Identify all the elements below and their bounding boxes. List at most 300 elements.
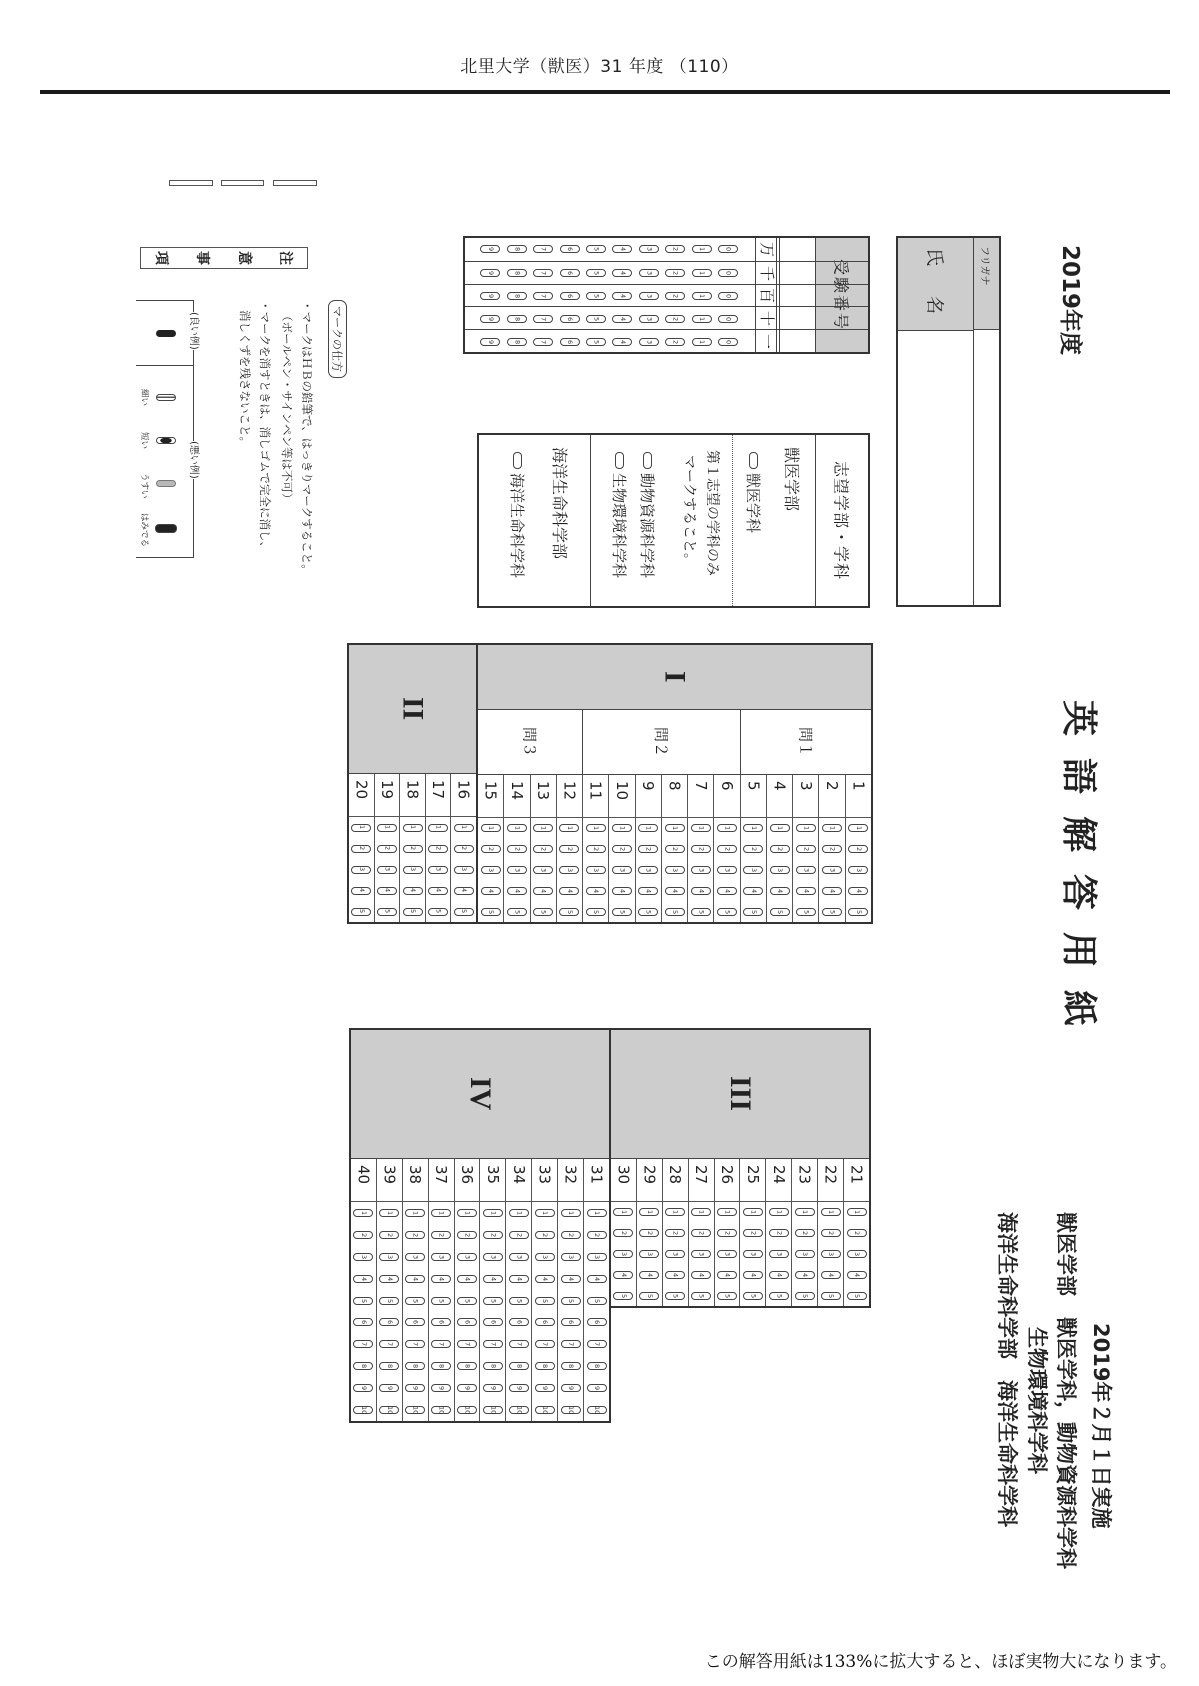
answer-bubble[interactable]: [431, 1297, 451, 1305]
answer-bubble[interactable]: [353, 1384, 373, 1392]
answer-bubble[interactable]: [691, 1208, 711, 1216]
exam-digit-bubble[interactable]: [507, 338, 527, 346]
answer-bubble[interactable]: [717, 1271, 737, 1279]
answer-bubble[interactable]: [405, 1406, 425, 1414]
answer-bubble[interactable]: [587, 1297, 607, 1305]
answer-bubble[interactable]: [821, 1271, 841, 1279]
answer-bubble[interactable]: [351, 887, 371, 895]
answer-bubble[interactable]: [535, 1275, 555, 1283]
answer-bubble[interactable]: [428, 908, 448, 916]
answer-bubble[interactable]: [483, 1253, 503, 1261]
answer-bubble[interactable]: [483, 1231, 503, 1239]
exam-digit-bubble[interactable]: [639, 315, 659, 323]
answer-bubble[interactable]: [847, 1229, 867, 1237]
exam-digit-bubble[interactable]: [718, 269, 738, 277]
answer-bubble[interactable]: [481, 908, 501, 916]
answer-bubble[interactable]: [717, 1250, 737, 1258]
answer-bubble[interactable]: [612, 824, 632, 832]
answer-bubble[interactable]: [638, 887, 658, 895]
answer-bubble[interactable]: [795, 1208, 815, 1216]
answer-bubble[interactable]: [454, 824, 474, 832]
answer-bubble[interactable]: [717, 866, 737, 874]
answer-bubble[interactable]: [509, 1318, 529, 1326]
answer-bubble[interactable]: [403, 824, 423, 832]
answer-bubble[interactable]: [639, 1229, 659, 1237]
answer-bubble[interactable]: [665, 866, 685, 874]
answer-bubble[interactable]: [377, 866, 397, 874]
exam-digit-bubble[interactable]: [507, 315, 527, 323]
answer-bubble[interactable]: [613, 1292, 633, 1300]
answer-bubble[interactable]: [377, 908, 397, 916]
answer-bubble[interactable]: [795, 1250, 815, 1258]
answer-bubble[interactable]: [454, 845, 474, 853]
exam-digit-bubble[interactable]: [639, 338, 659, 346]
exam-digit-bubble[interactable]: [639, 269, 659, 277]
answer-bubble[interactable]: [822, 887, 842, 895]
answer-bubble[interactable]: [507, 908, 527, 916]
answer-bubble[interactable]: [848, 908, 868, 916]
exam-digit-bubble[interactable]: [586, 315, 606, 323]
exam-digit-bubble[interactable]: [533, 338, 553, 346]
exam-digit-bubble[interactable]: [718, 292, 738, 300]
answer-bubble[interactable]: [454, 887, 474, 895]
option-vet-medicine[interactable]: [743, 452, 764, 533]
answer-bubble[interactable]: [717, 1229, 737, 1237]
exam-digit-bubble[interactable]: [560, 292, 580, 300]
answer-bubble[interactable]: [431, 1253, 451, 1261]
answer-bubble[interactable]: [769, 1250, 789, 1258]
answer-bubble[interactable]: [795, 1271, 815, 1279]
answer-bubble[interactable]: [769, 1271, 789, 1279]
exam-digit-bubble[interactable]: [507, 269, 527, 277]
exam-digit-bubble[interactable]: [480, 315, 500, 323]
answer-bubble[interactable]: [717, 845, 737, 853]
exam-digit-bubble[interactable]: [692, 269, 712, 277]
answer-bubble[interactable]: [821, 1208, 841, 1216]
answer-bubble[interactable]: [351, 845, 371, 853]
answer-bubble[interactable]: [559, 845, 579, 853]
answer-bubble[interactable]: [379, 1253, 399, 1261]
answer-bubble[interactable]: [379, 1340, 399, 1348]
answer-bubble[interactable]: [769, 1208, 789, 1216]
answer-bubble[interactable]: [613, 1250, 633, 1258]
answer-bubble[interactable]: [561, 1362, 581, 1370]
answer-bubble[interactable]: [509, 1384, 529, 1392]
answer-bubble[interactable]: [535, 1297, 555, 1305]
answer-bubble[interactable]: [457, 1406, 477, 1414]
answer-bubble[interactable]: [639, 1250, 659, 1258]
answer-bubble[interactable]: [379, 1209, 399, 1217]
answer-bubble[interactable]: [353, 1209, 373, 1217]
answer-bubble[interactable]: [559, 908, 579, 916]
answer-bubble[interactable]: [639, 1271, 659, 1279]
answer-bubble[interactable]: [509, 1253, 529, 1261]
answer-bubble[interactable]: [535, 1384, 555, 1392]
answer-bubble[interactable]: [587, 1231, 607, 1239]
name-input[interactable]: [898, 330, 974, 605]
exam-digit-bubble[interactable]: [665, 245, 685, 253]
answer-bubble[interactable]: [770, 908, 790, 916]
answer-bubble[interactable]: [509, 1340, 529, 1348]
answer-bubble[interactable]: [822, 866, 842, 874]
answer-bubble[interactable]: [405, 1253, 425, 1261]
answer-bubble[interactable]: [691, 908, 711, 916]
answer-bubble[interactable]: [377, 887, 397, 895]
exam-digit-bubble[interactable]: [507, 292, 527, 300]
answer-bubble[interactable]: [638, 908, 658, 916]
answer-bubble[interactable]: [533, 866, 553, 874]
answer-bubble[interactable]: [586, 866, 606, 874]
answer-bubble[interactable]: [769, 1292, 789, 1300]
answer-bubble[interactable]: [379, 1297, 399, 1305]
answer-bubble[interactable]: [587, 1253, 607, 1261]
answer-bubble[interactable]: [691, 1250, 711, 1258]
answer-bubble[interactable]: [431, 1340, 451, 1348]
answer-bubble[interactable]: [559, 824, 579, 832]
answer-bubble[interactable]: [691, 1229, 711, 1237]
exam-digit-bubble[interactable]: [612, 315, 632, 323]
answer-bubble[interactable]: [848, 866, 868, 874]
answer-bubble[interactable]: [351, 824, 371, 832]
answer-bubble[interactable]: [717, 1292, 737, 1300]
answer-bubble[interactable]: [431, 1209, 451, 1217]
answer-bubble[interactable]: [743, 1229, 763, 1237]
answer-bubble[interactable]: [533, 908, 553, 916]
answer-bubble[interactable]: [535, 1253, 555, 1261]
answer-bubble[interactable]: [483, 1384, 503, 1392]
answer-bubble[interactable]: [481, 824, 501, 832]
answer-bubble[interactable]: [533, 887, 553, 895]
answer-bubble[interactable]: [847, 1208, 867, 1216]
exam-digit-bubble[interactable]: [692, 292, 712, 300]
answer-bubble[interactable]: [796, 908, 816, 916]
exam-digit-bubble[interactable]: [586, 245, 606, 253]
answer-bubble[interactable]: [795, 1229, 815, 1237]
answer-bubble[interactable]: [847, 1271, 867, 1279]
answer-bubble[interactable]: [431, 1384, 451, 1392]
answer-bubble[interactable]: [848, 845, 868, 853]
answer-bubble[interactable]: [639, 1208, 659, 1216]
answer-bubble[interactable]: [481, 866, 501, 874]
answer-bubble[interactable]: [612, 866, 632, 874]
answer-bubble[interactable]: [717, 908, 737, 916]
answer-bubble[interactable]: [353, 1406, 373, 1414]
answer-bubble[interactable]: [821, 1250, 841, 1258]
answer-bubble[interactable]: [457, 1209, 477, 1217]
answer-bubble[interactable]: [483, 1297, 503, 1305]
answer-bubble[interactable]: [847, 1250, 867, 1258]
exam-digit-bubble[interactable]: [639, 245, 659, 253]
answer-bubble[interactable]: [587, 1340, 607, 1348]
answer-bubble[interactable]: [821, 1292, 841, 1300]
answer-bubble[interactable]: [428, 845, 448, 853]
answer-bubble[interactable]: [403, 866, 423, 874]
answer-bubble[interactable]: [457, 1340, 477, 1348]
answer-bubble[interactable]: [405, 1384, 425, 1392]
answer-bubble[interactable]: [454, 866, 474, 874]
answer-bubble[interactable]: [796, 866, 816, 874]
answer-bubble[interactable]: [613, 1208, 633, 1216]
answer-bubble[interactable]: [428, 866, 448, 874]
answer-bubble[interactable]: [535, 1340, 555, 1348]
answer-bubble[interactable]: [509, 1362, 529, 1370]
answer-bubble[interactable]: [353, 1362, 373, 1370]
exam-digit-bubble[interactable]: [639, 292, 659, 300]
answer-bubble[interactable]: [403, 845, 423, 853]
answer-bubble[interactable]: [587, 1384, 607, 1392]
exam-digit-bubble[interactable]: [665, 269, 685, 277]
furigana-input[interactable]: [973, 330, 999, 605]
answer-bubble[interactable]: [405, 1275, 425, 1283]
answer-bubble[interactable]: [795, 1292, 815, 1300]
answer-bubble[interactable]: [691, 887, 711, 895]
exam-digit-bubble[interactable]: [665, 292, 685, 300]
answer-bubble[interactable]: [353, 1253, 373, 1261]
answer-bubble[interactable]: [561, 1297, 581, 1305]
answer-bubble[interactable]: [428, 824, 448, 832]
answer-bubble[interactable]: [379, 1406, 399, 1414]
option-animal-resource[interactable]: [637, 452, 658, 578]
answer-bubble[interactable]: [379, 1231, 399, 1239]
exam-digit-bubble[interactable]: [480, 269, 500, 277]
exam-digit-bubble[interactable]: [533, 245, 553, 253]
answer-bubble[interactable]: [379, 1384, 399, 1392]
answer-bubble[interactable]: [743, 1271, 763, 1279]
exam-digit-bubble[interactable]: [560, 338, 580, 346]
exam-digit-bubble[interactable]: [718, 338, 738, 346]
answer-bubble[interactable]: [509, 1297, 529, 1305]
exam-digit-bubble[interactable]: [560, 269, 580, 277]
answer-bubble[interactable]: [431, 1318, 451, 1326]
answer-bubble[interactable]: [457, 1318, 477, 1326]
answer-bubble[interactable]: [431, 1406, 451, 1414]
answer-bubble[interactable]: [665, 824, 685, 832]
answer-bubble[interactable]: [405, 1340, 425, 1348]
answer-bubble[interactable]: [353, 1297, 373, 1305]
exam-digit-bubble[interactable]: [480, 245, 500, 253]
answer-bubble[interactable]: [353, 1231, 373, 1239]
exam-digit-bubble[interactable]: [533, 269, 553, 277]
exam-digit-bubble[interactable]: [665, 315, 685, 323]
answer-bubble[interactable]: [561, 1253, 581, 1261]
answer-bubble[interactable]: [691, 824, 711, 832]
answer-bubble[interactable]: [561, 1384, 581, 1392]
exam-digit-bubble[interactable]: [480, 338, 500, 346]
answer-bubble[interactable]: [587, 1209, 607, 1217]
answer-bubble[interactable]: [457, 1297, 477, 1305]
answer-bubble[interactable]: [638, 866, 658, 874]
answer-bubble[interactable]: [431, 1231, 451, 1239]
answer-bubble[interactable]: [665, 1208, 685, 1216]
answer-bubble[interactable]: [457, 1253, 477, 1261]
answer-bubble[interactable]: [586, 887, 606, 895]
answer-bubble[interactable]: [796, 887, 816, 895]
answer-bubble[interactable]: [586, 824, 606, 832]
answer-bubble[interactable]: [586, 908, 606, 916]
answer-bubble[interactable]: [587, 1362, 607, 1370]
answer-bubble[interactable]: [377, 845, 397, 853]
answer-bubble[interactable]: [796, 845, 816, 853]
answer-bubble[interactable]: [483, 1340, 503, 1348]
answer-bubble[interactable]: [431, 1362, 451, 1370]
answer-bubble[interactable]: [533, 824, 553, 832]
answer-bubble[interactable]: [743, 1208, 763, 1216]
answer-bubble[interactable]: [665, 1229, 685, 1237]
answer-bubble[interactable]: [454, 908, 474, 916]
exam-digit-bubble[interactable]: [586, 338, 606, 346]
answer-bubble[interactable]: [405, 1231, 425, 1239]
answer-bubble[interactable]: [405, 1318, 425, 1326]
answer-bubble[interactable]: [405, 1362, 425, 1370]
answer-bubble[interactable]: [587, 1318, 607, 1326]
answer-bubble[interactable]: [770, 866, 790, 874]
mark-oval[interactable]: [643, 452, 652, 469]
exam-digit-bubble[interactable]: [612, 245, 632, 253]
answer-bubble[interactable]: [483, 1275, 503, 1283]
exam-digit-bubble[interactable]: [692, 315, 712, 323]
answer-bubble[interactable]: [353, 1340, 373, 1348]
answer-bubble[interactable]: [509, 1209, 529, 1217]
exam-digit-bubble[interactable]: [692, 338, 712, 346]
answer-bubble[interactable]: [691, 845, 711, 853]
answer-bubble[interactable]: [403, 887, 423, 895]
answer-bubble[interactable]: [665, 887, 685, 895]
mark-oval[interactable]: [615, 452, 624, 469]
answer-bubble[interactable]: [483, 1362, 503, 1370]
answer-bubble[interactable]: [403, 908, 423, 916]
answer-bubble[interactable]: [613, 1271, 633, 1279]
answer-bubble[interactable]: [535, 1231, 555, 1239]
exam-digit-bubble[interactable]: [665, 338, 685, 346]
answer-bubble[interactable]: [848, 824, 868, 832]
exam-digit-bubble[interactable]: [586, 269, 606, 277]
answer-bubble[interactable]: [483, 1318, 503, 1326]
answer-bubble[interactable]: [587, 1275, 607, 1283]
answer-bubble[interactable]: [561, 1318, 581, 1326]
exam-digit-bubble[interactable]: [507, 245, 527, 253]
answer-bubble[interactable]: [431, 1275, 451, 1283]
answer-bubble[interactable]: [665, 908, 685, 916]
answer-bubble[interactable]: [822, 824, 842, 832]
answer-bubble[interactable]: [483, 1209, 503, 1217]
answer-bubble[interactable]: [559, 887, 579, 895]
answer-bubble[interactable]: [428, 887, 448, 895]
answer-bubble[interactable]: [587, 1406, 607, 1414]
mark-oval[interactable]: [513, 452, 522, 469]
answer-bubble[interactable]: [533, 845, 553, 853]
answer-bubble[interactable]: [665, 1292, 685, 1300]
answer-bubble[interactable]: [535, 1406, 555, 1414]
answer-bubble[interactable]: [638, 845, 658, 853]
answer-bubble[interactable]: [717, 1208, 737, 1216]
answer-bubble[interactable]: [457, 1275, 477, 1283]
exam-digit-bubble[interactable]: [533, 315, 553, 323]
answer-bubble[interactable]: [665, 1271, 685, 1279]
answer-bubble[interactable]: [743, 1250, 763, 1258]
option-marine-bioscience[interactable]: [507, 452, 528, 578]
answer-bubble[interactable]: [457, 1231, 477, 1239]
answer-bubble[interactable]: [509, 1275, 529, 1283]
answer-bubble[interactable]: [535, 1362, 555, 1370]
exam-digit-bubble[interactable]: [718, 245, 738, 253]
answer-bubble[interactable]: [717, 887, 737, 895]
answer-bubble[interactable]: [821, 1229, 841, 1237]
answer-bubble[interactable]: [507, 845, 527, 853]
answer-bubble[interactable]: [613, 1229, 633, 1237]
answer-bubble[interactable]: [561, 1340, 581, 1348]
answer-bubble[interactable]: [507, 824, 527, 832]
answer-bubble[interactable]: [743, 866, 763, 874]
answer-bubble[interactable]: [559, 866, 579, 874]
exam-digit-bubble[interactable]: [612, 292, 632, 300]
answer-bubble[interactable]: [379, 1318, 399, 1326]
answer-bubble[interactable]: [770, 845, 790, 853]
answer-bubble[interactable]: [822, 908, 842, 916]
answer-bubble[interactable]: [743, 908, 763, 916]
answer-bubble[interactable]: [743, 824, 763, 832]
answer-bubble[interactable]: [586, 845, 606, 853]
exam-digit-bubble[interactable]: [560, 315, 580, 323]
exam-digit-bubble[interactable]: [612, 338, 632, 346]
exam-digit-bubble[interactable]: [692, 245, 712, 253]
answer-bubble[interactable]: [351, 908, 371, 916]
answer-bubble[interactable]: [691, 1271, 711, 1279]
answer-bubble[interactable]: [457, 1384, 477, 1392]
answer-bubble[interactable]: [612, 908, 632, 916]
answer-bubble[interactable]: [377, 824, 397, 832]
answer-bubble[interactable]: [507, 887, 527, 895]
answer-bubble[interactable]: [379, 1275, 399, 1283]
answer-bubble[interactable]: [351, 866, 371, 874]
answer-bubble[interactable]: [717, 824, 737, 832]
exam-digit-bubble[interactable]: [480, 292, 500, 300]
answer-bubble[interactable]: [612, 845, 632, 853]
answer-bubble[interactable]: [691, 1292, 711, 1300]
answer-bubble[interactable]: [507, 866, 527, 874]
answer-bubble[interactable]: [535, 1318, 555, 1326]
answer-bubble[interactable]: [769, 1229, 789, 1237]
answer-bubble[interactable]: [691, 866, 711, 874]
answer-bubble[interactable]: [796, 824, 816, 832]
answer-bubble[interactable]: [612, 887, 632, 895]
answer-bubble[interactable]: [481, 845, 501, 853]
answer-bubble[interactable]: [665, 1250, 685, 1258]
exam-digit-bubble[interactable]: [560, 245, 580, 253]
exam-digit-bubble[interactable]: [586, 292, 606, 300]
option-bio-environment[interactable]: [609, 452, 630, 578]
answer-bubble[interactable]: [561, 1231, 581, 1239]
answer-bubble[interactable]: [665, 845, 685, 853]
exam-digit-bubble[interactable]: [533, 292, 553, 300]
answer-bubble[interactable]: [509, 1406, 529, 1414]
answer-bubble[interactable]: [770, 887, 790, 895]
answer-bubble[interactable]: [847, 1292, 867, 1300]
exam-digit-bubble[interactable]: [718, 315, 738, 323]
exam-digit-bubble[interactable]: [612, 269, 632, 277]
answer-bubble[interactable]: [483, 1406, 503, 1414]
answer-bubble[interactable]: [561, 1209, 581, 1217]
answer-bubble[interactable]: [743, 1292, 763, 1300]
answer-bubble[interactable]: [822, 845, 842, 853]
answer-bubble[interactable]: [353, 1275, 373, 1283]
answer-bubble[interactable]: [405, 1209, 425, 1217]
answer-bubble[interactable]: [770, 824, 790, 832]
mark-oval[interactable]: [749, 452, 758, 469]
answer-bubble[interactable]: [848, 887, 868, 895]
answer-bubble[interactable]: [535, 1209, 555, 1217]
answer-bubble[interactable]: [639, 1292, 659, 1300]
answer-bubble[interactable]: [561, 1406, 581, 1414]
